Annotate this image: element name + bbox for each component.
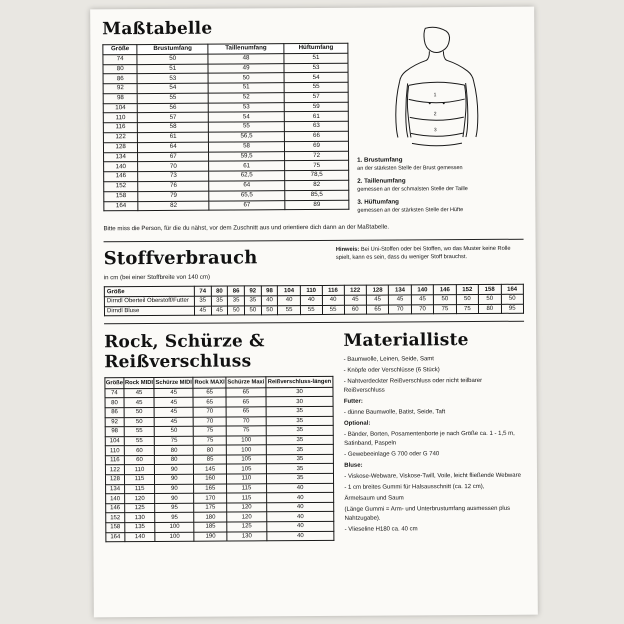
col-reissverschluss: Reißverschluss-längen: [266, 377, 334, 388]
cell: 90: [155, 484, 194, 494]
materialliste-title: Materialliste: [343, 330, 469, 352]
cell: 55: [300, 305, 322, 315]
page-title: Maßtabelle: [102, 18, 213, 40]
cell: 90: [155, 494, 194, 504]
cell: 75: [194, 426, 227, 436]
cell: 62,5: [209, 171, 285, 181]
cell: 110: [103, 113, 137, 123]
cell: 100: [155, 522, 194, 532]
cell: 128: [103, 142, 137, 152]
cell: 116: [103, 123, 137, 133]
group-heading-futter: Futter:: [343, 399, 363, 406]
cell: 65: [193, 397, 226, 407]
cell: 35: [211, 296, 228, 306]
cell: 45: [344, 295, 366, 305]
cell: 70: [193, 417, 226, 427]
cell: 76: [138, 181, 209, 191]
cell: 73: [138, 171, 209, 181]
cell: 55: [124, 436, 154, 446]
cell: 75: [285, 161, 349, 171]
measurement-number: 3.: [357, 198, 363, 206]
cell: 53: [137, 73, 208, 83]
cell: 115: [124, 475, 154, 485]
cell: 50: [501, 294, 524, 304]
cell: 134: [106, 484, 125, 494]
masstabelle-left: [102, 18, 349, 221]
cell: 120: [227, 503, 267, 513]
cell: 60: [124, 446, 154, 456]
size-col: 104: [278, 286, 300, 296]
col-groesse: Größe: [105, 378, 124, 388]
table-row: [104, 304, 523, 316]
cell: 55: [278, 305, 300, 315]
cell: 135: [125, 523, 155, 533]
col-rock-midi: Rock MIDI: [124, 378, 154, 388]
cell: 69: [285, 141, 349, 151]
materialliste-section: [343, 330, 525, 541]
cell: 160: [194, 474, 227, 484]
cell: 80: [105, 398, 124, 408]
cell: 56: [138, 103, 209, 113]
cell: 110: [227, 474, 267, 484]
cell: 100: [226, 435, 266, 445]
bottom-block: [104, 330, 525, 542]
masstabelle-footnote: Bitte miss die Person, für die du nähst, vor dem Zuschnitt aus und orientiere dich dann an der Maßtabelle.: [103, 223, 390, 233]
cell: 35: [266, 445, 334, 455]
col-groesse: Größe: [103, 45, 137, 55]
cell: 85: [194, 455, 227, 465]
pattern-instruction-sheet: [90, 7, 538, 618]
col-brustumfang: Brustumfang: [137, 44, 208, 54]
cell: 64: [209, 181, 285, 191]
cell: 140: [106, 494, 125, 504]
cell: 45: [124, 398, 154, 408]
cell: 53: [284, 63, 348, 73]
cell: 63: [284, 122, 348, 132]
cell: 72: [285, 151, 349, 161]
cell: 40: [267, 512, 335, 522]
cell: 158: [106, 523, 125, 533]
torso-diagram-icon: [377, 25, 496, 151]
list-item: - Baumwolle, Leinen, Seide, Samt: [343, 356, 434, 364]
cell: 170: [194, 493, 227, 503]
cell: 51: [284, 53, 348, 63]
measurement-desc: gemessen an der stärksten Stelle der Hüfte: [357, 206, 464, 214]
cell: 35: [266, 454, 334, 464]
hint-label: Hinweis:: [335, 246, 360, 253]
cell: 90: [155, 474, 194, 484]
skirt-apron-zipper-table: [104, 376, 334, 542]
cell: 115: [227, 483, 267, 493]
col-taillenumfang: Taillenumfang: [208, 44, 284, 54]
cell: 82: [138, 201, 209, 211]
table-row: [104, 200, 349, 211]
col-schuerze-maxi: Schürze Maxi: [226, 377, 266, 387]
cell: 49: [208, 63, 284, 73]
cell: 145: [194, 465, 227, 475]
divider: [104, 238, 524, 242]
cell: 35: [244, 296, 261, 306]
cell: 50: [479, 294, 501, 304]
material-list: [344, 355, 526, 535]
cell: 45: [124, 388, 154, 398]
cell: 61: [138, 132, 209, 142]
cell: 35: [228, 296, 245, 306]
cell: 59: [284, 102, 348, 112]
measurement-number: 2.: [357, 177, 363, 185]
cell: 128: [105, 475, 124, 485]
cell: 74: [103, 54, 137, 64]
cell: 75: [226, 426, 266, 436]
cell: 35: [266, 435, 334, 445]
masstabelle-section: [102, 17, 523, 221]
cell: 75: [194, 436, 227, 446]
cell: 40: [267, 521, 335, 531]
cell: 45: [154, 388, 193, 398]
cell: 152: [106, 513, 125, 523]
cell: 100: [226, 445, 266, 455]
cell: 65: [226, 397, 266, 407]
cell: 85,5: [285, 190, 349, 200]
cell: 50: [154, 426, 193, 436]
cell: 95: [501, 304, 524, 314]
size-col: 122: [344, 286, 366, 296]
cell: 65,5: [209, 190, 285, 200]
measurement-desc: an der stärksten Stelle der Brust gemessen: [357, 165, 463, 172]
col-rock-maxi: Rock MAXI: [193, 378, 226, 388]
cell: 98: [105, 427, 124, 437]
size-col: 134: [389, 285, 411, 295]
list-item: - Knöpfe oder Verschlüsse (6 Stück): [343, 367, 440, 375]
cell: 70: [138, 162, 209, 172]
cell: 98: [103, 93, 137, 103]
cell: 58: [138, 122, 209, 132]
cell: 185: [194, 522, 227, 532]
cell: 67: [138, 152, 209, 162]
size-col: 80: [211, 286, 228, 296]
list-item: - Gewebeeinlage G 700 oder G 740: [344, 451, 440, 459]
cell: 164: [104, 201, 138, 211]
col-schuerze-midi: Schürze MIDI: [154, 378, 193, 388]
cell: 79: [138, 191, 209, 201]
measurement-name: Hüftumfang: [364, 198, 399, 206]
cell: 54: [208, 112, 284, 122]
cell: 53: [208, 102, 284, 112]
cell: 45: [194, 306, 211, 316]
cell: 57: [138, 113, 209, 123]
cell: 50: [228, 306, 245, 316]
list-item: - Bänder, Borten, Posamentenborte je nach Größe ca. 1 - 1,5 m, Satinband, Paspeln: [344, 431, 515, 448]
cell: 45: [411, 295, 433, 305]
list-item: - Nahtverdeckter Reißverschluss oder nicht teilbarer Reißverschluss: [343, 378, 483, 395]
cell: 95: [155, 503, 194, 513]
cell: 66: [284, 131, 348, 141]
stoffverbrauch-lead: in cm (bei einer Stoffbreite von 140 cm): [103, 273, 211, 281]
figure-label-3: 3: [433, 127, 437, 134]
cell: 165: [194, 484, 227, 494]
cell: 78,5: [285, 170, 349, 180]
list-item: - Vlieseline H180 ca. 40 cm: [344, 526, 418, 534]
cell: 55: [138, 93, 209, 103]
cell: 130: [125, 513, 155, 523]
cell: 40: [266, 493, 334, 503]
cell: 122: [103, 133, 137, 143]
cell: 180: [194, 512, 227, 522]
cell: 50: [137, 54, 208, 64]
list-item: - 1 cm breites Gummi für Halsausschnitt (ca. 12 cm),: [344, 484, 485, 492]
cell: 122: [105, 465, 124, 475]
measurement-item-taillenumfang: [357, 177, 517, 195]
group-heading-optional: Optional:: [343, 421, 371, 428]
cell: 125: [227, 522, 267, 532]
cell: 56,5: [208, 132, 284, 142]
cell: 40: [261, 296, 278, 306]
measurement-name: Taillenumfang: [364, 177, 406, 185]
row-label: Dirndl Oberteil Oberstoff/Futter: [104, 296, 194, 306]
cell: 95: [155, 513, 194, 523]
cell: 74: [105, 388, 124, 398]
cell: 30: [266, 397, 334, 407]
size-col: 140: [411, 285, 433, 295]
cell: 110: [105, 446, 124, 456]
cell: 55: [208, 122, 284, 132]
list-item: Ärmelsaum und Saum: [344, 495, 404, 503]
cell: 105: [226, 464, 266, 474]
cell: 105: [226, 455, 266, 465]
cell: 45: [366, 295, 388, 305]
cell: 86: [105, 408, 124, 418]
cell: 158: [104, 191, 138, 201]
masstabelle-right: [356, 17, 517, 220]
cell: 30: [266, 387, 334, 397]
cell: 75: [434, 304, 456, 314]
cell: 64: [138, 142, 209, 152]
cell: 164: [106, 532, 125, 542]
cell: 70: [389, 305, 411, 315]
cell: 120: [124, 494, 154, 504]
measurement-name: Brustumfang: [363, 156, 403, 164]
cell: 54: [284, 73, 348, 83]
size-col: 146: [434, 285, 456, 295]
col-hueftumfang: Hüftumfang: [284, 43, 348, 53]
cell: 50: [124, 417, 154, 427]
rock-section: [104, 331, 335, 542]
cell: 140: [104, 162, 138, 172]
size-col: 164: [501, 285, 524, 295]
cell: 35: [194, 296, 211, 306]
measurement-desc: gemessen an der schmalsten Stelle der Taille: [357, 185, 468, 193]
cell: 45: [154, 407, 193, 417]
cell: 35: [266, 406, 334, 416]
cell: 80: [155, 446, 194, 456]
measurement-item-hueftumfang: [357, 198, 517, 216]
size-col: 116: [322, 286, 344, 296]
cell: 82: [285, 180, 349, 190]
cell: 90: [155, 465, 194, 475]
cell: 40: [267, 502, 335, 512]
cell: 120: [227, 512, 267, 522]
cell: 65: [366, 305, 388, 315]
cell: 45: [211, 306, 228, 316]
cell: 40: [266, 483, 334, 493]
cell: 80: [155, 455, 194, 465]
cell: 115: [124, 484, 154, 494]
cell: 35: [266, 473, 334, 483]
cell: 45: [389, 295, 411, 305]
cell: 35: [266, 416, 334, 426]
cell: 50: [456, 295, 478, 305]
stoffverbrauch-hint: [336, 245, 524, 262]
cell: 51: [137, 64, 208, 74]
cell: 61: [209, 161, 285, 171]
fabric-consumption-table: [104, 284, 524, 317]
cell: 86: [103, 74, 137, 84]
cell: 152: [104, 182, 138, 192]
table-row: [106, 531, 334, 542]
cell: 89: [285, 200, 349, 210]
cell: 100: [155, 532, 194, 542]
cell: 55: [322, 305, 344, 315]
cell: 146: [106, 504, 125, 514]
cell: 52: [208, 93, 284, 103]
col-groesse: Größe: [104, 287, 194, 297]
cell: 110: [124, 465, 154, 475]
cell: 65: [193, 388, 226, 398]
measurements-table: [102, 43, 349, 212]
cell: 61: [284, 112, 348, 122]
cell: 125: [125, 503, 155, 513]
cell: 55: [124, 427, 154, 437]
measurement-item-brustumfang: [357, 156, 517, 174]
cell: 140: [125, 532, 155, 542]
stoffverbrauch-title: Stoffverbrauch: [103, 246, 258, 269]
cell: 134: [104, 152, 138, 162]
size-col: 86: [228, 286, 245, 296]
cell: 80: [479, 304, 501, 314]
group-heading-bluse: Bluse:: [344, 463, 363, 470]
cell: 48: [208, 53, 284, 63]
list-item: - dünne Baumwolle, Batist, Seide, Taft: [343, 409, 446, 417]
figure-label-2: 2: [433, 111, 437, 118]
cell: 51: [208, 83, 284, 93]
size-col: 74: [194, 287, 211, 297]
cell: 60: [344, 305, 366, 315]
size-col: 92: [244, 286, 261, 296]
cell: 104: [103, 103, 137, 113]
cell: 67: [209, 200, 285, 210]
torso-measurement-figure: [377, 25, 496, 151]
cell: 80: [194, 445, 227, 455]
cell: 40: [278, 296, 300, 306]
cell: 65: [226, 388, 266, 398]
cell: 92: [103, 84, 137, 94]
cell: 104: [105, 436, 124, 446]
cell: 75: [456, 304, 478, 314]
cell: 115: [227, 493, 267, 503]
cell: 92: [105, 417, 124, 427]
cell: 175: [194, 503, 227, 513]
cell: 40: [322, 295, 344, 305]
cell: 50: [434, 295, 456, 305]
list-item: - Viskose-Webware, Viskose-Twill, Voile, leicht fließende Webware: [344, 473, 521, 481]
figure-label-1: 1: [433, 92, 437, 99]
cell: 70: [226, 416, 266, 426]
size-col: 98: [261, 286, 278, 296]
cell: 40: [300, 296, 322, 306]
cell: 45: [154, 417, 193, 427]
divider: [104, 321, 524, 325]
size-col: 110: [300, 286, 322, 296]
cell: 40: [267, 531, 335, 541]
cell: 50: [261, 306, 278, 316]
cell: 190: [194, 532, 227, 542]
list-item: (Länge Gummi = Arm- und Unterbrustumfang ausmessen plus Nahtzugabe).: [344, 506, 511, 523]
cell: 146: [104, 172, 138, 182]
cell: 50: [208, 73, 284, 83]
cell: 54: [138, 83, 209, 93]
cell: 55: [284, 82, 348, 92]
hint-text: Bei Uni-Stoffen oder bei Stoffen, wo das Muster keine Rolle spielt, kann es sein, dass du weniger Stoff brauchst.: [335, 245, 511, 261]
cell: 45: [154, 398, 193, 408]
row-label: Dirndl Bluse: [104, 306, 194, 316]
cell: 75: [154, 436, 193, 446]
cell: 65: [226, 407, 266, 417]
cell: 59,5: [209, 151, 285, 161]
cell: 70: [193, 407, 226, 417]
size-col: 128: [366, 286, 388, 296]
cell: 57: [284, 92, 348, 102]
cell: 70: [411, 305, 433, 315]
size-col: 152: [456, 285, 478, 295]
stoffverbrauch-section: [104, 245, 524, 316]
rock-title: Rock, Schürze & Reißverschluss: [104, 331, 265, 373]
measurement-number: 1.: [357, 156, 363, 164]
cell: 35: [266, 425, 334, 435]
size-col: 158: [478, 285, 500, 295]
cell: 116: [105, 456, 124, 466]
cell: 80: [103, 64, 137, 74]
cell: 60: [124, 455, 154, 465]
cell: 50: [245, 306, 262, 316]
cell: 58: [209, 141, 285, 151]
cell: 130: [227, 531, 267, 541]
cell: 50: [124, 407, 154, 417]
cell: 35: [266, 464, 334, 474]
